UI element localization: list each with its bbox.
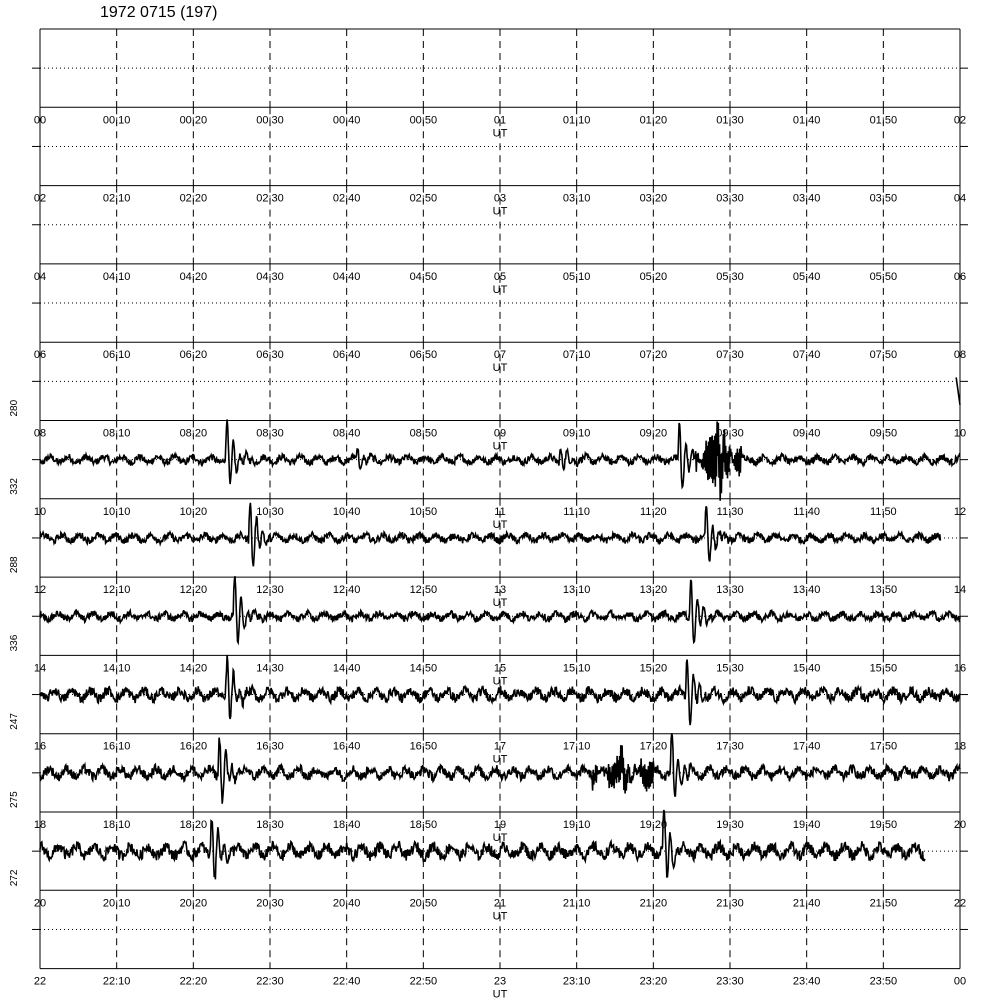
x-tick-label: 06:40 [332,349,361,362]
x-tick-label: 13 [493,584,507,597]
x-tick-label: 02:10 [102,192,131,205]
x-tick-label: 15:10 [562,662,591,675]
x-axis-label: UT [492,832,508,844]
x-tick-label: 16:40 [332,740,361,753]
x-tick-label: 21:50 [869,897,898,910]
x-tick-label: 04 [33,270,47,283]
y-axis-label: 272 [9,869,20,887]
x-tick-label: 15:50 [869,662,898,675]
x-tick-label: 12 [33,584,47,597]
x-tick-label: 05:50 [869,270,898,283]
x-tick-label: 10:30 [256,505,284,518]
x-tick-label: 00:20 [179,114,208,127]
x-tick-label: 03:50 [869,192,898,205]
x-tick-label: 01:10 [562,114,591,127]
x-tick-label: 22:40 [332,975,361,988]
x-tick-label: 05:40 [792,270,821,283]
x-tick-label: 21:40 [792,897,821,910]
x-tick-label: 01 [493,114,507,127]
y-axis-label: 288 [9,556,20,574]
x-tick-label: 16:10 [102,740,131,753]
x-tick-label: 20:10 [102,897,131,910]
x-tick-label: 07 [493,349,507,362]
x-tick-label: 10 [953,427,967,440]
x-axis-label: UT [492,205,508,218]
x-axis-label: UT [492,675,508,688]
x-tick-label: 07:50 [869,349,898,362]
x-tick-label: 21 [493,897,507,910]
y-axis-label: 280 [9,399,20,417]
x-tick-label: 22 [953,897,967,910]
x-tick-label: 06 [33,349,47,362]
x-tick-label: 14 [953,584,967,597]
x-tick-label: 06:50 [409,349,438,362]
x-tick-label: 06:20 [179,349,208,362]
x-tick-label: 08:40 [332,427,361,440]
x-tick-label: 07:40 [792,349,821,362]
x-tick-label: 09:40 [792,427,821,440]
x-tick-label: 17:50 [869,740,898,753]
y-axis-label: 275 [9,791,20,808]
x-tick-label: 15:30 [716,662,744,675]
x-tick-label: 00 [33,114,47,127]
x-tick-label: 01:30 [716,114,744,127]
x-tick-label: 16:30 [256,740,284,753]
x-tick-label: 16:50 [409,740,438,753]
x-tick-label: 02:50 [409,192,438,205]
x-tick-label: 20 [953,819,967,831]
x-tick-label: 10:40 [332,505,361,518]
x-tick-label: 20:30 [256,897,284,910]
x-tick-label: 22:50 [409,975,438,988]
x-tick-label: 23:40 [792,975,821,988]
x-tick-label: 20:20 [179,897,208,910]
x-tick-label: 12:50 [409,584,438,597]
x-tick-label: 17:30 [716,740,744,753]
x-tick-label: 04:10 [102,270,131,283]
x-tick-label: 16:20 [179,740,208,753]
y-axis-label: 247 [9,713,20,730]
x-tick-label: 11:50 [869,505,897,518]
x-tick-label: 14:30 [256,662,284,675]
chart-title: 1972 0715 (197) [100,4,218,21]
x-tick-label: 11:30 [716,505,744,518]
x-tick-label: 00:10 [102,114,131,127]
x-tick-label: 09:10 [562,427,591,440]
x-tick-label: 23 [493,975,507,988]
x-tick-label: 18:10 [102,819,131,831]
y-axis-label: 332 [9,478,20,495]
x-tick-label: 18 [33,819,47,831]
x-tick-label: 22 [33,975,47,988]
x-tick-label: 16 [953,662,967,675]
x-tick-label: 04:50 [409,270,438,283]
x-axis-label: UT [492,988,508,1000]
x-tick-label: 19:30 [716,819,744,831]
x-tick-label: 01:50 [869,114,898,127]
x-tick-label: 08:30 [256,427,284,440]
x-tick-label: 12:10 [102,584,131,597]
x-tick-label: 03:10 [562,192,591,205]
x-tick-label: 06:10 [102,349,131,362]
x-tick-label: 06:30 [256,349,284,362]
x-axis-label: UT [492,440,508,453]
x-axis-label: UT [492,597,508,610]
x-tick-label: 00:30 [256,114,284,127]
x-tick-label: 10:20 [179,505,208,518]
x-tick-label: 19:10 [562,819,591,831]
x-tick-label: 05:20 [639,270,668,283]
x-tick-label: 12:20 [179,584,208,597]
x-tick-label: 15:40 [792,662,821,675]
x-tick-label: 11:10 [563,505,591,518]
x-tick-label: 18:40 [332,819,361,831]
x-tick-label: 02 [953,114,967,127]
x-tick-label: 06 [953,270,967,283]
x-tick-label: 04 [953,192,967,205]
x-tick-label: 20:40 [332,897,361,910]
x-tick-label: 20:50 [409,897,438,910]
x-tick-label: 13:40 [792,584,821,597]
x-tick-label: 22:20 [179,975,208,988]
x-tick-label: 09:50 [869,427,898,440]
x-tick-label: 10 [33,505,47,518]
x-axis-label: UT [492,910,508,923]
x-tick-label: 08 [953,349,967,362]
x-tick-label: 03:40 [792,192,821,205]
x-axis-label: UT [492,127,508,140]
x-tick-label: 09:30 [716,427,744,440]
x-tick-label: 07:30 [716,349,744,362]
x-axis-label: UT [492,362,508,375]
x-tick-label: 23:10 [562,975,591,988]
x-tick-label: 17:20 [639,740,668,753]
x-tick-label: 14 [33,662,47,675]
x-tick-label: 20 [33,897,47,910]
x-tick-label: 23:50 [869,975,898,988]
x-tick-label: 23:20 [639,975,668,988]
x-tick-label: 04:30 [256,270,284,283]
x-tick-label: 12 [953,505,967,518]
y-axis-label: 336 [9,634,20,652]
x-tick-label: 02:20 [179,192,208,205]
x-axis-label: UT [492,753,508,766]
x-tick-label: 21:10 [562,897,591,910]
x-tick-label: 01:40 [792,114,821,127]
x-tick-label: 09 [493,427,507,440]
x-tick-label: 10:10 [102,505,131,518]
x-tick-label: 05:30 [716,270,744,283]
x-tick-label: 01:20 [639,114,668,127]
x-tick-label: 04:40 [332,270,361,283]
x-tick-label: 23:30 [716,975,744,988]
x-tick-label: 15 [493,662,507,675]
x-tick-label: 00:50 [409,114,438,127]
x-tick-label: 13:10 [562,584,591,597]
x-tick-label: 10:50 [409,505,438,518]
x-tick-label: 17:10 [562,740,591,753]
x-tick-label: 03:20 [639,192,668,205]
x-tick-label: 19 [493,819,507,831]
x-tick-label: 22:10 [102,975,131,988]
x-tick-label: 00 [953,975,967,988]
x-tick-label: 03:30 [716,192,744,205]
x-tick-label: 11:20 [639,505,667,518]
x-tick-label: 08:10 [102,427,131,440]
x-tick-label: 19:20 [639,819,668,831]
x-tick-label: 14:20 [179,662,208,675]
x-tick-label: 18:30 [256,819,284,831]
x-tick-label: 13:20 [639,584,668,597]
x-tick-label: 11 [494,505,506,518]
x-tick-label: 08 [33,427,47,440]
x-axis-label: UT [492,283,508,296]
x-tick-label: 12:30 [256,584,284,597]
x-tick-label: 11:40 [793,505,821,518]
x-tick-label: 14:40 [332,662,361,675]
x-tick-label: 07:10 [562,349,591,362]
x-axis-label: UT [492,518,508,531]
x-tick-label: 12:40 [332,584,361,597]
x-tick-label: 22:30 [256,975,284,988]
x-tick-label: 19:50 [869,819,898,831]
x-tick-label: 21:30 [716,897,744,910]
x-tick-label: 05 [493,270,507,283]
x-tick-label: 21:20 [639,897,668,910]
x-tick-label: 18:50 [409,819,438,831]
x-tick-label: 08:50 [409,427,438,440]
x-tick-label: 03 [493,192,507,205]
x-tick-label: 18:20 [179,819,208,831]
x-tick-label: 02 [33,192,47,205]
x-tick-label: 17:40 [792,740,821,753]
x-tick-label: 19:40 [792,819,821,831]
x-tick-label: 07:20 [639,349,668,362]
x-tick-label: 08:20 [179,427,208,440]
x-tick-label: 02:30 [256,192,284,205]
x-tick-label: 13:30 [716,584,744,597]
x-tick-label: 05:10 [562,270,591,283]
x-tick-label: 16 [33,740,47,753]
x-tick-label: 09:20 [639,427,668,440]
x-tick-label: 14:10 [102,662,131,675]
x-tick-label: 04:20 [179,270,208,283]
x-tick-label: 02:40 [332,192,361,205]
x-tick-label: 17 [493,740,507,753]
x-tick-label: 18 [953,740,967,753]
x-tick-label: 14:50 [409,662,438,675]
x-tick-label: 15:20 [639,662,668,675]
seismic-trace [956,377,960,404]
x-tick-label: 13:50 [869,584,898,597]
x-tick-label: 00:40 [332,114,361,127]
